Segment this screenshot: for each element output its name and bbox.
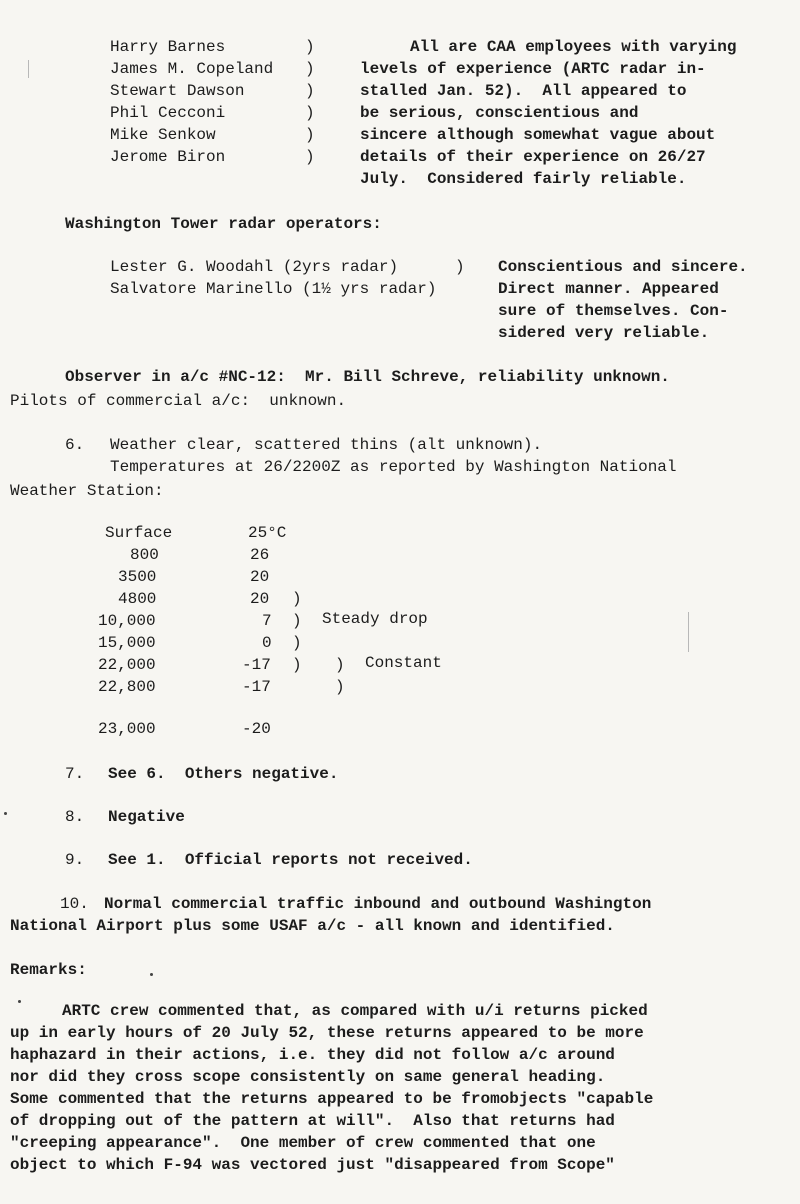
operator-name: Salvatore Marinello (1½ yrs radar) [110,280,437,298]
temp-value: 20 [250,568,270,586]
remarks-line: ARTC crew commented that, as compared with u/i returns picked [62,1002,648,1020]
assessment-line: be serious, conscientious and [360,104,639,122]
temp-value: 0 [262,634,272,652]
assessment-line: levels of experience (ARTC radar in- [360,60,706,78]
item-text: See 1. Official reports not received. [108,851,473,869]
bracket: ) ) ) ) [292,590,302,674]
item-text: Negative [108,808,185,826]
bracket: ) ) [335,656,345,696]
item-text: Weather clear, scattered thins (alt unknown). [110,436,543,454]
assessment-line: details of their experience on 26/27 [360,148,706,166]
scan-scratch [688,612,689,652]
operator-name: Lester G. Woodahl (2yrs radar) [110,258,399,276]
temp-altitude: 3500 [118,568,157,586]
item-text: Temperatures at 26/2200Z as reported by Washington National [110,458,677,476]
temp-value: -17 [242,678,271,696]
section-heading: Washington Tower radar operators: [65,215,382,233]
item-text: See 6. Others negative. [108,765,339,783]
remarks-line: "creeping appearance". One member of crew commented that one [10,1134,596,1152]
item-text: Weather Station: [10,482,164,500]
temp-value: -20 [242,720,271,738]
temp-altitude: Surface [105,524,173,542]
bracket: ) ) ) ) ) ) [305,38,315,166]
remarks-line: nor did they cross scope consistently on same general heading. [10,1068,606,1086]
item-number: 7. [65,765,85,783]
personnel-name: James M. Copeland [110,60,274,78]
assessment-line: stalled Jan. 52). All appeared to [360,82,687,100]
temp-value: -17 [242,656,271,674]
assessment-line: sure of themselves. Con- [498,302,729,320]
remarks-line: haphazard in their actions, i.e. they did not follow a/c around [10,1046,615,1064]
item-number: 10. [60,895,89,913]
temp-note: Steady drop [322,610,428,628]
scan-speck [4,812,7,815]
temp-value: 26 [250,546,270,564]
temp-value: 20 [250,590,270,608]
temp-altitude: 4800 [118,590,157,608]
personnel-name: Stewart Dawson [110,82,245,100]
temp-altitude: 22,000 [98,656,156,674]
observer-line: Observer in a/c #NC-12: Mr. Bill Schreve, reliability unknown. [65,368,670,386]
temp-value: 25°C [248,524,287,542]
temp-value: 7 [262,612,272,630]
personnel-name: Jerome Biron [110,148,226,166]
assessment-line: Conscientious and sincere. [498,258,748,276]
remarks-line: object to which F-94 was vectored just "disappeared from Scope" [10,1156,615,1174]
temp-altitude: 15,000 [98,634,156,652]
assessment-line: All are CAA employees with varying [410,38,737,56]
remarks-line: up in early hours of 20 July 52, these returns appeared to be more [10,1024,644,1042]
observer-line: Pilots of commercial a/c: unknown. [10,392,347,410]
scan-scratch [28,60,29,78]
assessment-line: sidered very reliable. [498,324,710,342]
temp-note: Constant [365,654,442,672]
personnel-name: Mike Senkow [110,126,216,144]
personnel-name: Phil Cecconi [110,104,226,122]
assessment-line: July. Considered fairly reliable. [360,170,687,188]
remarks-line: Some commented that the returns appeared to be fromobjects "capable [10,1090,654,1108]
temp-altitude: 22,800 [98,678,156,696]
personnel-name: Harry Barnes [110,38,226,56]
remarks-line: of dropping out of the pattern at will". Also that returns had [10,1112,615,1130]
item-number: 6. [65,436,85,454]
scan-speck [18,1000,21,1003]
item-text: Normal commercial traffic inbound and outbound Washington [104,895,652,913]
assessment-line: Direct manner. Appeared [498,280,719,298]
temp-altitude: 23,000 [98,720,156,738]
scan-speck [150,973,153,976]
remarks-heading: Remarks: [10,961,87,979]
item-number: 9. [65,851,85,869]
temp-altitude: 10,000 [98,612,156,630]
item-text: National Airport plus some USAF a/c - all known and identified. [10,917,615,935]
assessment-line: sincere although somewhat vague about [360,126,716,144]
temp-altitude: 800 [130,546,159,564]
bracket: ) [455,258,465,276]
item-number: 8. [65,808,85,826]
